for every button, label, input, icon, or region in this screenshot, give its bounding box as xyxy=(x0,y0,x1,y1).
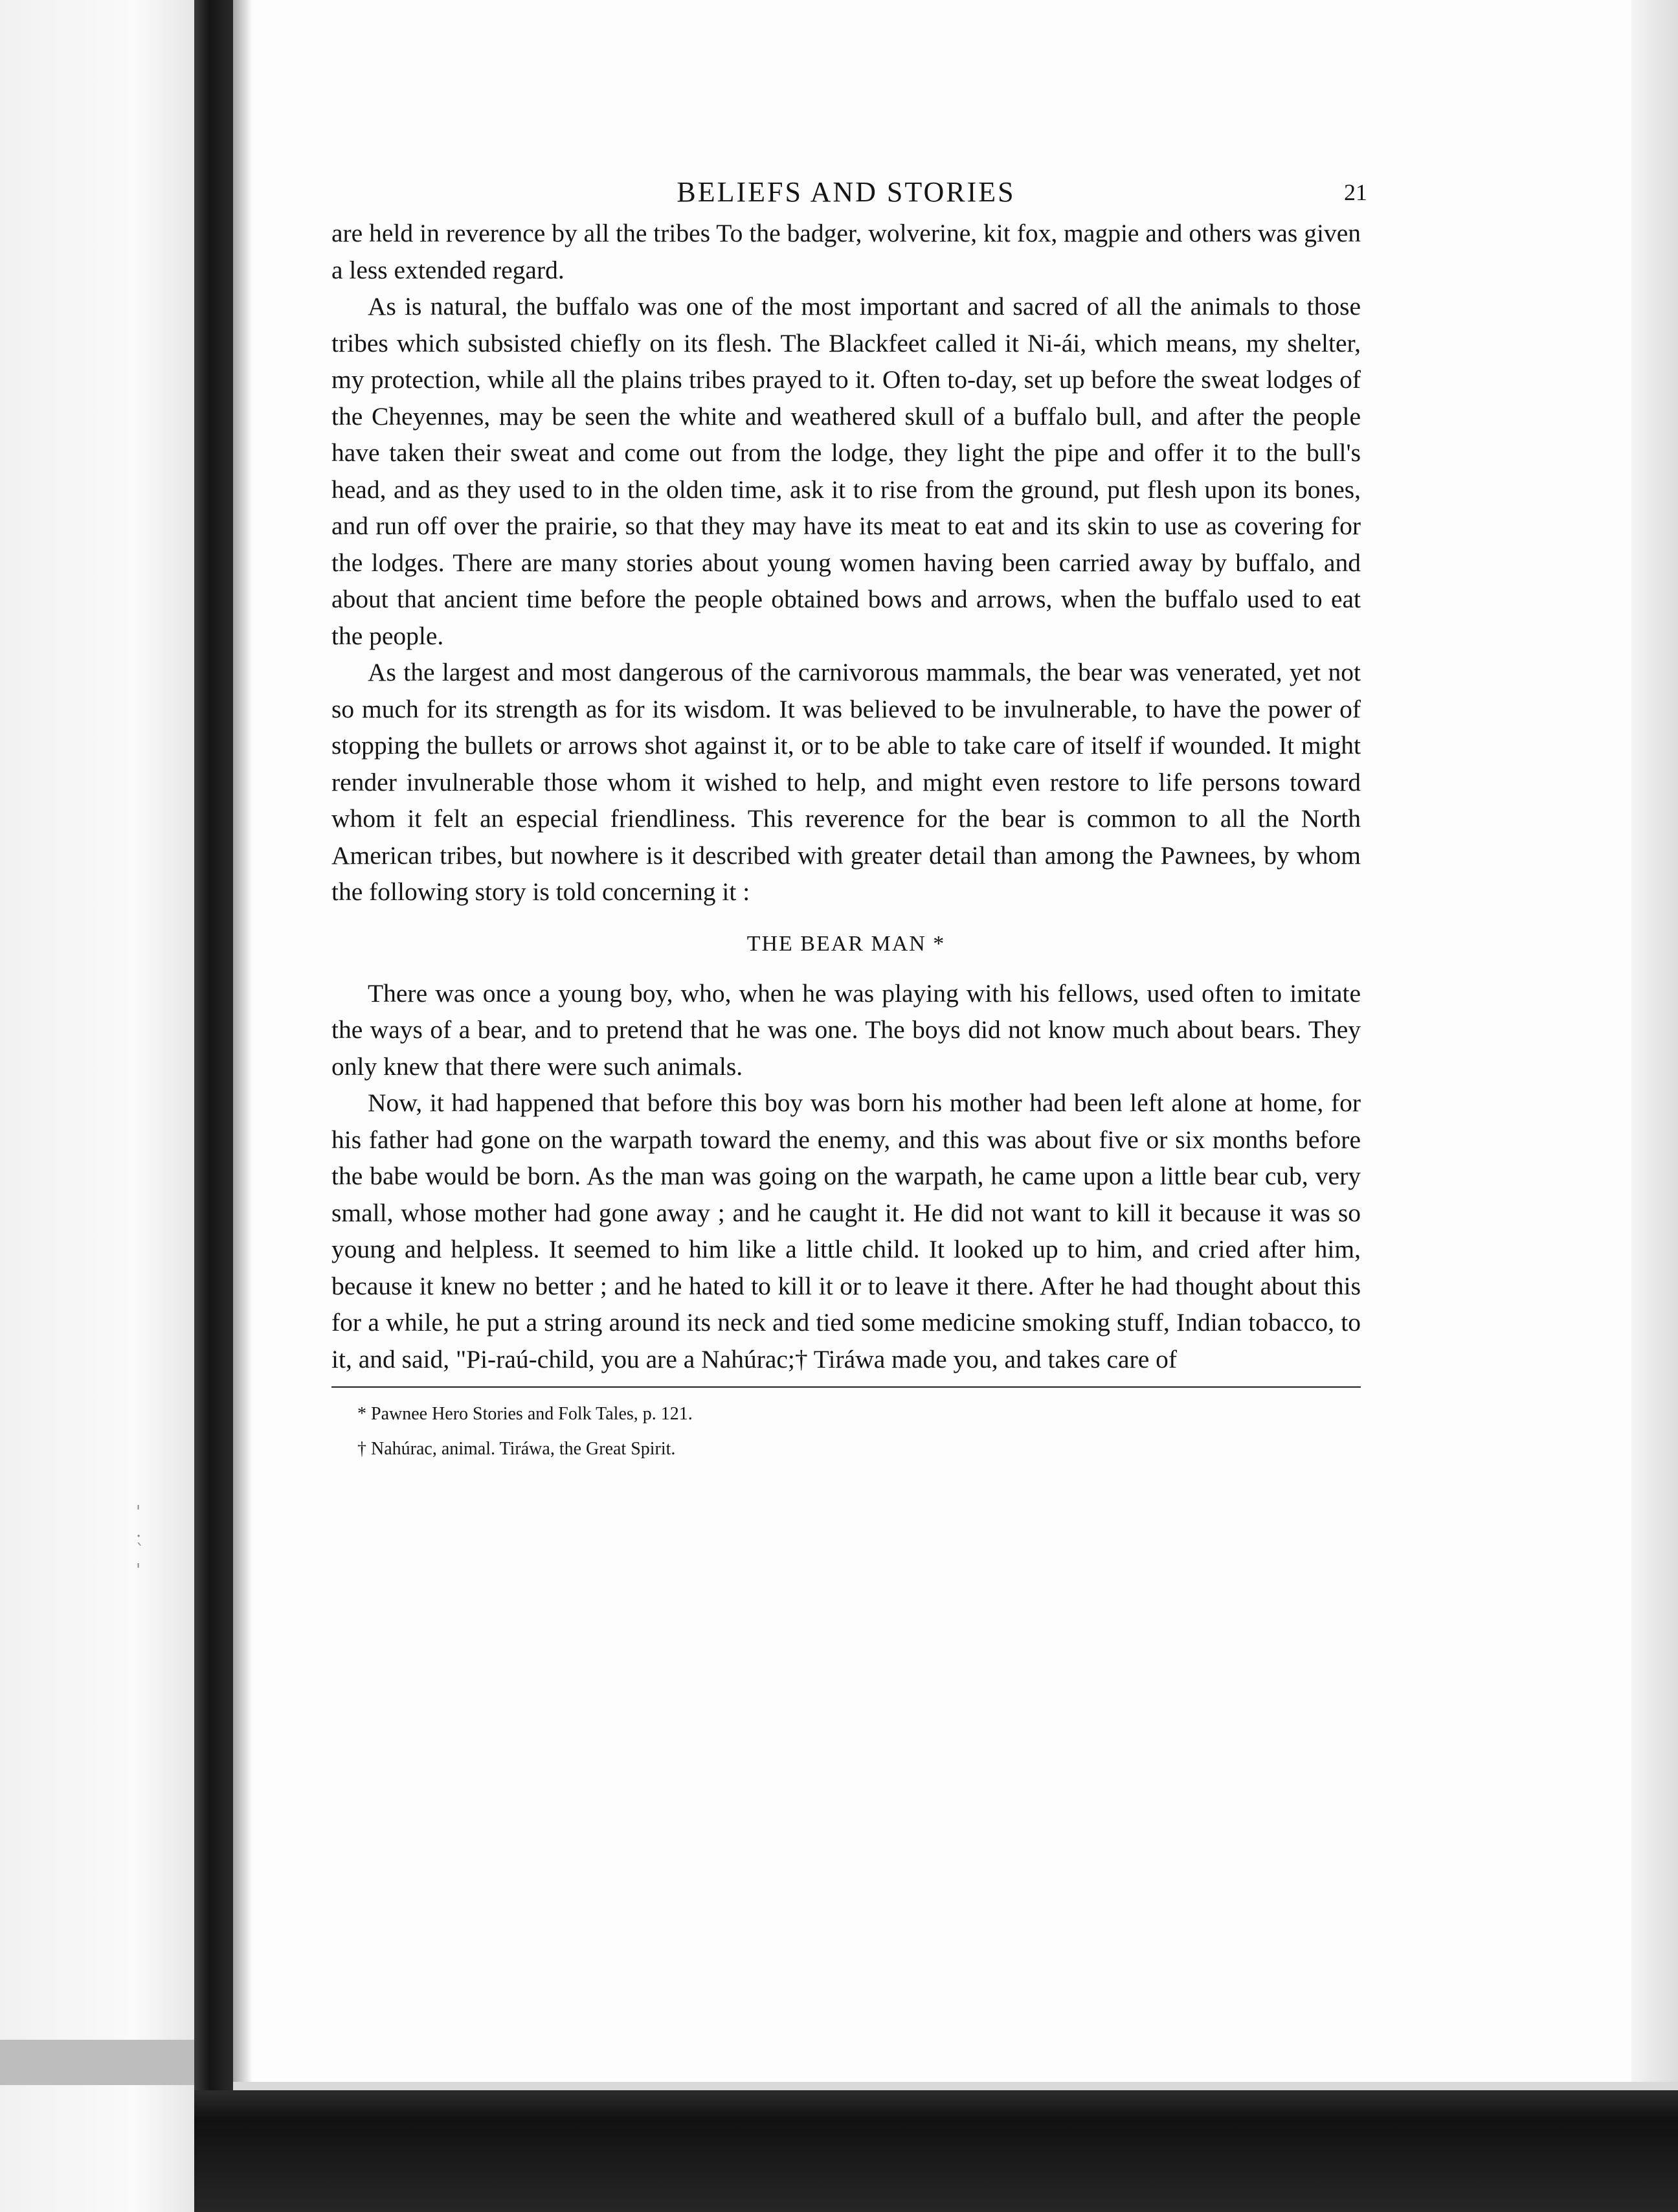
running-title: BELIEFS AND STORIES xyxy=(677,176,1016,208)
right-page-edge xyxy=(1631,0,1678,2212)
story-heading: THE BEAR MAN * xyxy=(746,931,946,956)
story-paragraph-1: There was once a young boy, who, when he was playing with his fellows, used often to imitate the ways of a bear, and to pretend that he was one. The boys did not know much about bears. They only knew that there were such animals. xyxy=(331,978,1361,1081)
margin-specks-decoration: ' . ` ' xyxy=(136,1502,144,1580)
page-text-block xyxy=(331,170,1367,1467)
left-page-edge xyxy=(0,0,194,2212)
running-head xyxy=(331,170,1367,215)
paragraph-bear: As the largest and most dangerous of the carnivorous mammals, the bear was venerated, yet not so much for its strength as for its wisdom. It was believed to be invulnerable, to have the power of stopping the bullets or arrows shot against it, or to be able to take care of itself if wounded. It might render invulnerable those whom it wished to help, and might even restore to life persons toward whom it felt an especial friendliness. This reverence for the bear is common to all the North American tribes, but nowhere is it described with greater detail than among the Pawnees, by whom the following story is told concerning it : xyxy=(331,658,1361,906)
page-number: 21 xyxy=(1344,179,1367,205)
footnote-1: * Pawnee Hero Stories and Folk Tales, p. 121. xyxy=(357,1404,693,1424)
body-text xyxy=(331,215,1361,1377)
footnote-divider xyxy=(331,1386,1361,1388)
left-page-bottom-shadow xyxy=(0,2040,194,2085)
book-gutter xyxy=(194,0,233,2098)
footnote-2: † Nahúrac, animal. Tiráwa, the Great Spirit. xyxy=(357,1439,676,1459)
scanner-bottom-band xyxy=(194,2090,1678,2212)
paragraph-buffalo: As is natural, the buffalo was one of the most important and sacred of all the animals to those tribes which subsisted chiefly on its flesh. The Blackfeet called it Ni-ái, which means, my shelter, my protection, while all the plains tribes prayed to it. Often to-day, set up before the sweat lodges of the Cheyennes, may be seen the white and weathered skull of a buffalo bull, and after the people have taken their sweat and come out from the lodge, they light the pipe and offer it to the bull's head, and as they used to in the olden time, ask it to rise from the ground, put flesh upon its bones, and run off over the prairie, so that they may have its meat to eat and its skin to use as covering for the lodges. There are many stories about young women having been carried away by buffalo, and about that ancient time before the people obtained bows and arrows, when the buffalo used to eat the people. xyxy=(331,292,1361,650)
story-paragraph-2: Now, it had happened that before this boy was born his mother had been left alone at home, for his father had gone on the warpath toward the enemy, and this was about five or six months before the babe would be born. As the man was going on the warpath, he came upon a little bear cub, very small, whose mother had gone away ; and he caught it. He did not want to kill it because it was so young and helpless. It seemed to him like a little child. It looked up to him, and cried after him, because it knew no better ; and he hated to kill it or to leave it there. After he had thought about this for a while, he put a string around its neck and tied some medicine smoking stuff, Indian tobacco, to it, and said, "Pi-raú-child, you are a Nahúrac;† Tiráwa made you, and takes care of xyxy=(331,1089,1361,1373)
paragraph-continuation: are held in reverence by all the tribes To the badger, wolverine, kit fox, magpie and others was given a less extended regard. xyxy=(331,219,1361,284)
footnotes xyxy=(331,1397,1361,1467)
gutter-shadow xyxy=(233,0,252,2098)
